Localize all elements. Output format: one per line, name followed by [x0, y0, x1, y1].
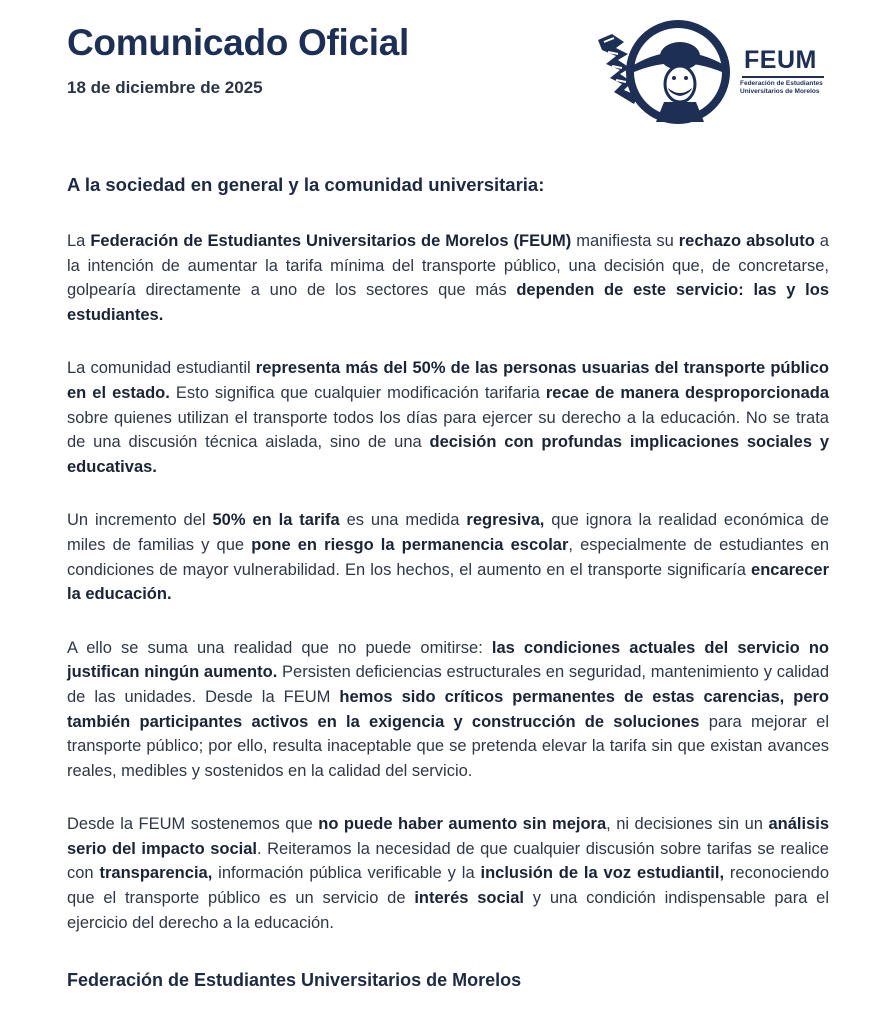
- greeting: A la sociedad en general y la comunidad universitaria:: [67, 174, 545, 195]
- paragraph: La comunidad estudiantil representa más del 50% de las personas usuarias del transporte público en el estado. Esto significa que cualquier modificación tarifaria recae de manera desproporcionada sobre quienes utilizan el transporte todos los días para ejercer su derecho a la educación. No se trata de una discusión técnica aislada, sino de una decisión con profundas implicaciones sociales y educativas.: [67, 359, 829, 476]
- page-title: Comunicado Oficial: [67, 22, 410, 63]
- document-body: [67, 229, 829, 964]
- bold-emphasis: hemos sido críticos permanentes de estas carencias, pero también participantes activos en la exigencia y construcción de soluciones: [67, 687, 830, 731]
- bold-emphasis: recae de manera desproporcionada: [545, 383, 829, 402]
- bold-emphasis: encarecer la educación.: [67, 560, 829, 604]
- paragraph: A ello se suma una realidad que no puede omitirse: las condiciones actuales del servicio no justifican ningún aumento. Persisten deficiencias estructurales en seguridad, mantenimiento y calidad de las unidades. Desde la FEUM hemos sido críticos permanentes de estas carencias, pero también participantes activos en la exigencia y construcción de soluciones para mejorar el transporte público; por ello, resulta inaceptable que se pretenda elevar la tarifa sin que existan avances reales, medibles y sostenidos en la calidad del servicio.: [67, 638, 830, 780]
- bold-emphasis: representa más del 50% de las personas usuarias del transporte público en el estado.: [67, 359, 829, 402]
- emblem-portrait-icon: [594, 18, 744, 126]
- paragraph: La Federación de Estudiantes Universitarios de Morelos (FEUM) manifiesta su rechazo absoluto a la intención de aumentar la tarifa mínima del transporte público, una decisión que, de concretarse, golpearía directamente a uno de los sectores que más dependen de este servicio: las y los estudiantes.: [67, 232, 829, 324]
- bold-emphasis: Federación de Estudiantes Universitarios de Morelos (FEUM): [90, 232, 572, 250]
- bold-emphasis: dependen de este servicio: las y los estudiantes.: [67, 281, 829, 324]
- feum-logo: [594, 18, 834, 126]
- bold-emphasis: inclusión de la voz estudiantil,: [480, 864, 725, 883]
- bold-emphasis: análisis serio del impacto social: [67, 815, 830, 858]
- bold-emphasis: pone en riesgo la permanencia escolar: [251, 535, 569, 554]
- bold-emphasis: las condiciones actuales del servicio no justifican ningún aumento.: [67, 638, 829, 682]
- logo-subtitle: Federación de Estudiantes Universitarios de Morelos: [740, 80, 823, 95]
- logo-divider: [742, 76, 824, 78]
- logo-wordmark: FEUM: [744, 46, 817, 74]
- document-date: 18 de diciembre de 2025: [67, 78, 263, 97]
- bold-emphasis: regresiva,: [466, 511, 545, 530]
- bold-emphasis: decisión con profundas implicaciones sociales y educativas.: [67, 433, 829, 476]
- bold-emphasis: interés social: [414, 889, 524, 908]
- bold-emphasis: no puede haber aumento sin mejora: [318, 815, 607, 834]
- paragraph: Desde la FEUM sostenemos que no puede haber aumento sin mejora, ni decisiones sin un análisis serio del impacto social. Reiteramos la necesidad de que cualquier discusión sobre tarifas se realice con transparencia, información pública verificable y la inclusión de la voz estudiantil, reconociendo que el transporte público es un servicio de interés social y una condición indispensable para el ejercicio del derecho a la educación.: [67, 815, 830, 932]
- bold-emphasis: rechazo absoluto: [678, 232, 815, 250]
- bold-emphasis: 50% en la tarifa: [212, 511, 340, 530]
- bold-emphasis: transparencia,: [99, 864, 213, 883]
- signature: Federación de Estudiantes Universitarios de Morelos: [67, 970, 522, 990]
- paragraph: Un incremento del 50% en la tarifa es una medida regresiva, que ignora la realidad económica de miles de familias y que pone en riesgo la permanencia escolar, especialmente de estudiantes en condiciones de mayor vulnerabilidad. En los hechos, el aumento en el transporte significaría encarecer la educación.: [67, 511, 830, 604]
